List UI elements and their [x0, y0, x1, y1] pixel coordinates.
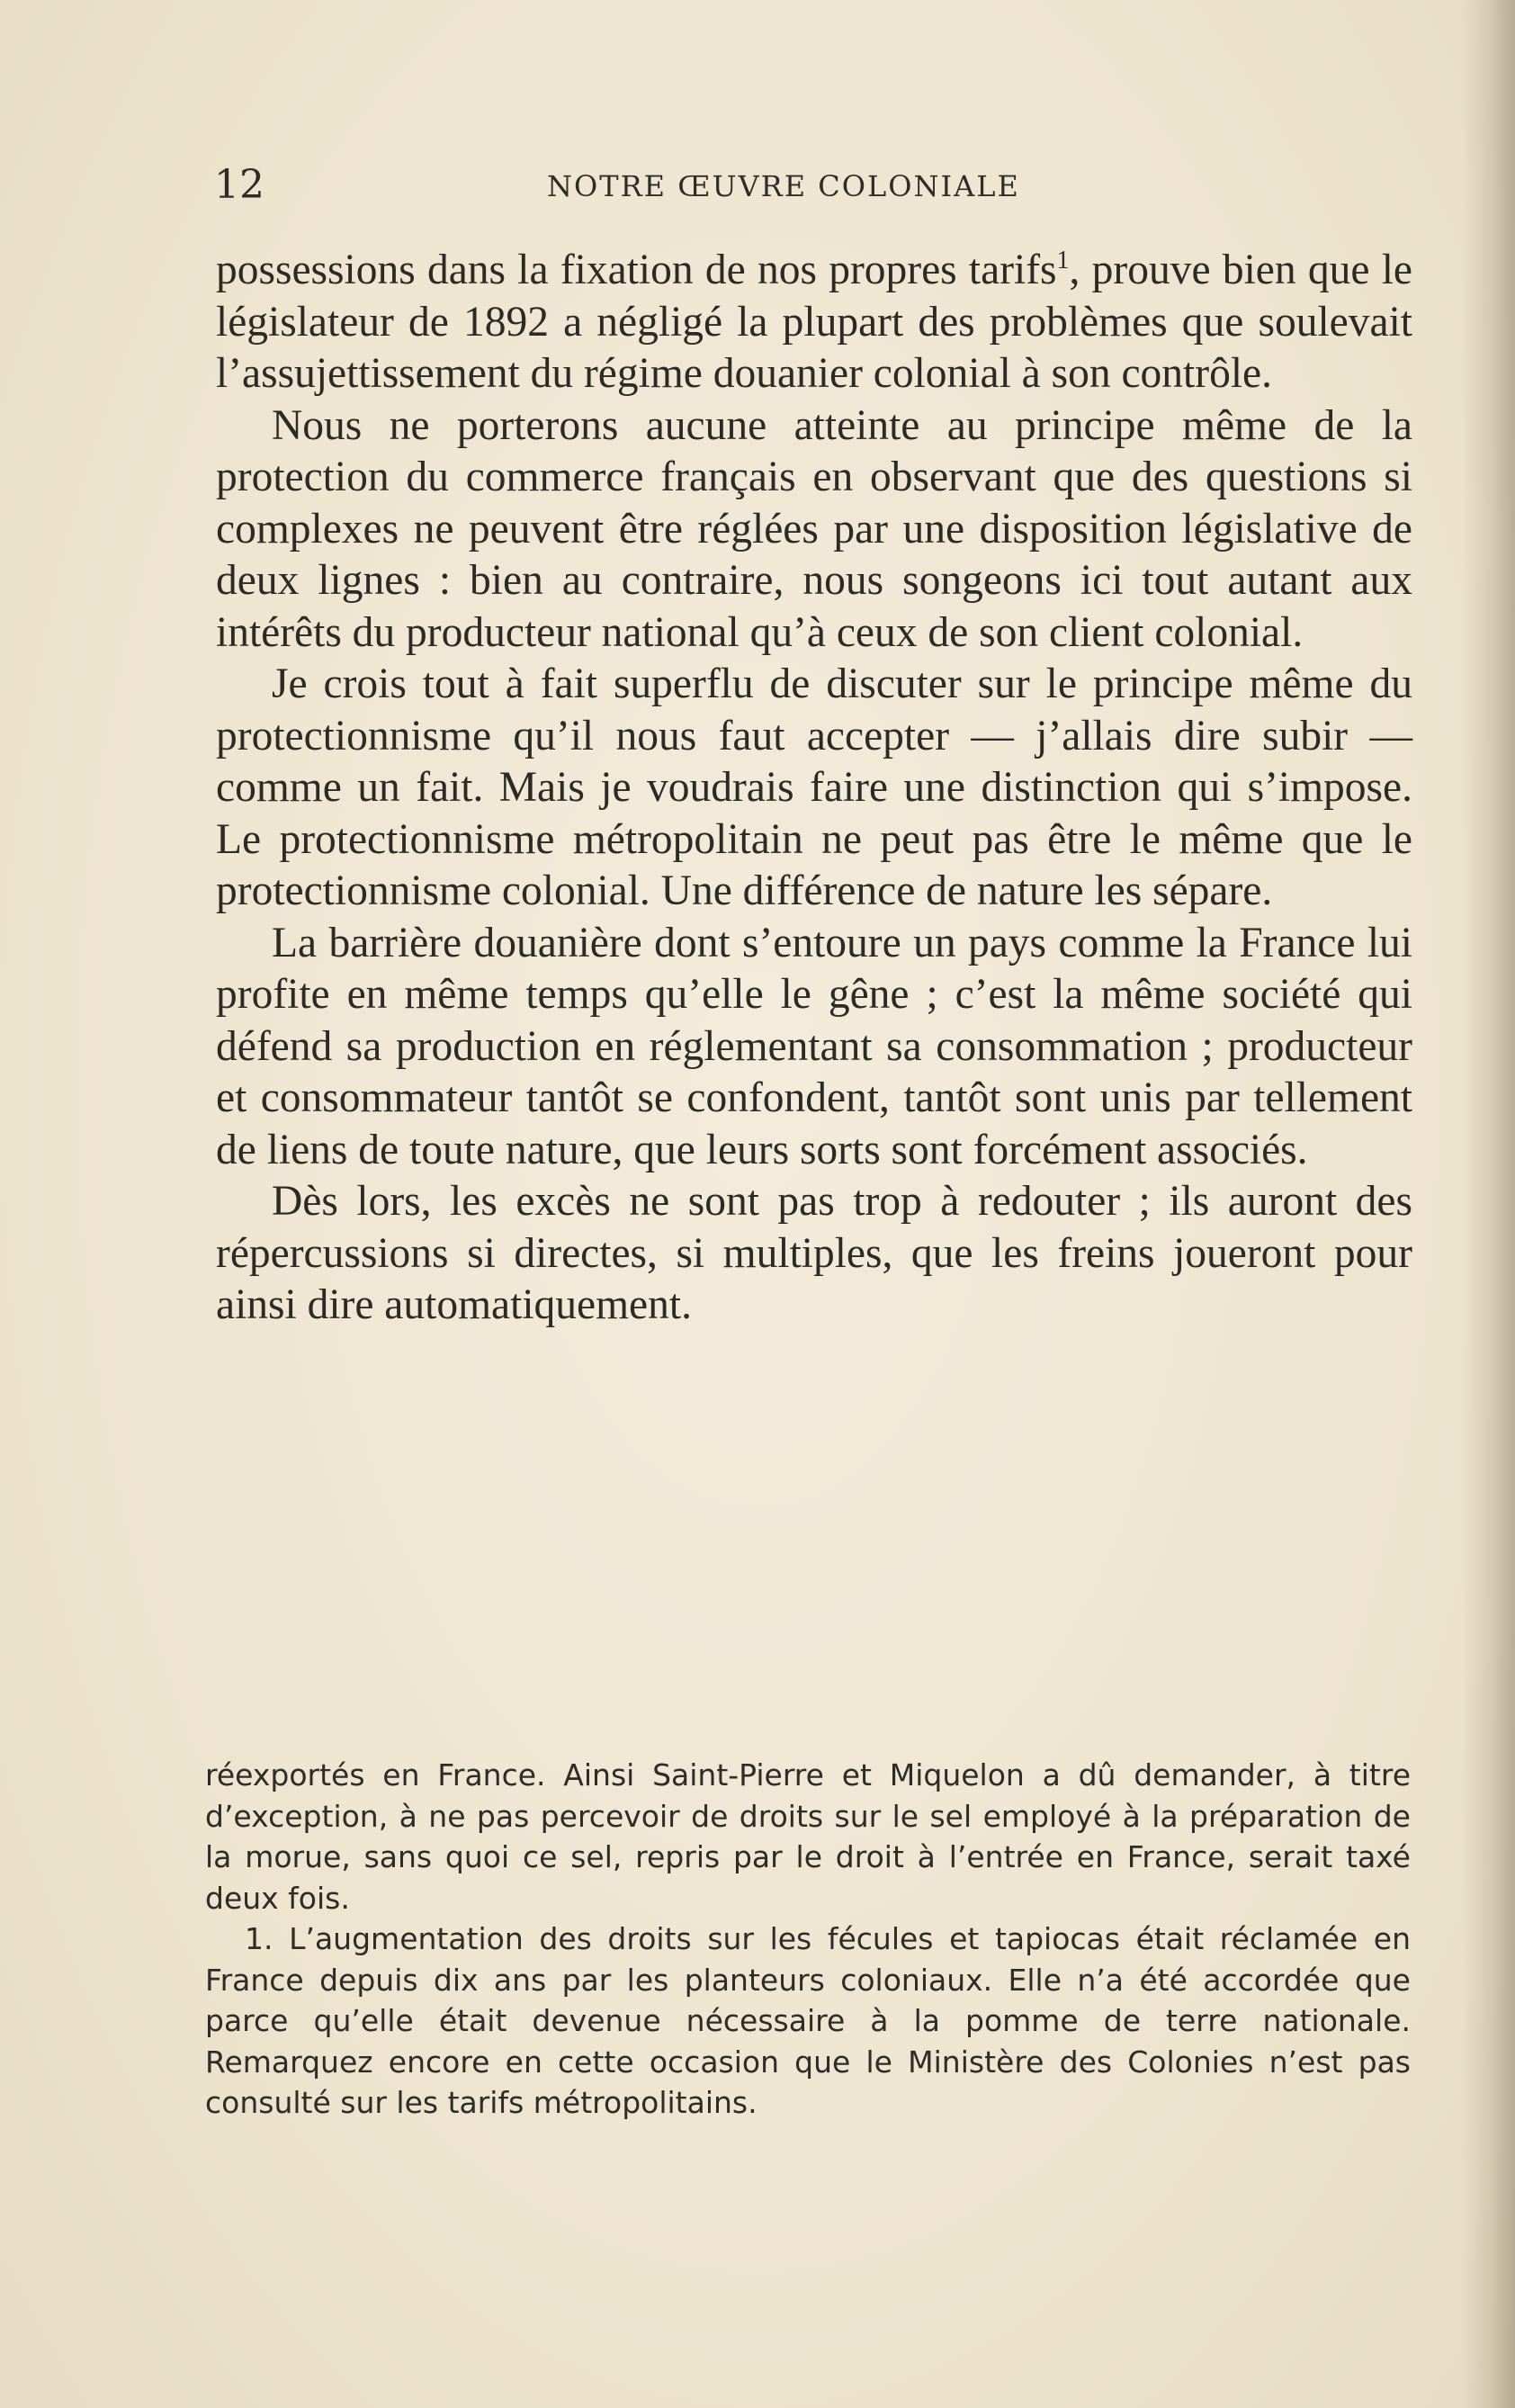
footnote-continued: réexportés en France. Ainsi Saint-Pierre et Miquelon a dû demander, à titre d’exception, à ne pas percevoir de droits sur le sel employé à la préparation de la morue, sans quoi ce sel, repris par le droit à l’entrée en France, serait taxé deux fois. — [205, 1757, 1411, 1916]
paragraph-1 — [216, 245, 1412, 400]
paragraph-1-rest: , prouve bien que le législateur de 1892 a négligé la plupart des problèmes que soulevait l’assujettissement du régime douanier colonial à son contrôle. — [216, 247, 1412, 397]
footnote-1: 1. L’augmentation des droits sur les fécules et tapiocas était réclamée en France depuis dix ans par les planteurs coloniaux. Elle n’a été accordée que parce qu’elle était devenue nécessaire à la pomme de terre nationale. Remarquez encore en cette occasion que le Ministère des Colonies n’est pas consulté sur les tarifs métropolitains. — [205, 1921, 1411, 2120]
page-edge-shadow — [1461, 0, 1515, 2408]
footnote-marker: 1 — [1056, 247, 1070, 275]
paragraph-2: Nous ne porterons aucune atteinte au principe même de la protection du commerce français en observant que des questions si complexes ne peuvent être réglées par une disposition législative de deux lignes : bien au contraire, nous songeons ici tout autant aux intérêts du producteur national qu’à ceux de son client colonial. — [216, 401, 1412, 656]
page-header — [214, 162, 1078, 207]
footnotes — [205, 1755, 1411, 2124]
paragraph-4: La barrière douanière dont s’entoure un pays comme la France lui profite en même temps qu’elle le gêne ; c’est la même société qui défend sa production en réglementant sa consommation ; producteur et consommateur tantôt se confondent, tantôt sont unis par tellement de liens de toute nature, que leurs sorts sont forcément associés. — [216, 919, 1412, 1173]
paragraph-5: Dès lors, les excès ne sont pas trop à redouter ; ils auront des répercussions si directes, si multiples, que les freins joueront pour ainsi dire automatiquement. — [216, 1178, 1412, 1328]
page-number: 12 — [214, 162, 264, 208]
paragraph-3: Je crois tout à fait superflu de discuter sur le principe même du protectionnisme qu’il nous faut accepter — j’allais dire subir — comme un fait. Mais je voudrais faire une distinction qui s’impose. Le protectionnisme métropolitain ne peut pas être le même que le protectionnisme colonial. Une différence de nature les sépare. — [216, 660, 1412, 914]
running-title: NOTRE ŒUVRE COLONIALE — [547, 169, 1020, 203]
main-text — [216, 245, 1412, 1332]
paragraph-1-start: possessions dans la fixation de nos propres tarifs — [216, 247, 1057, 293]
